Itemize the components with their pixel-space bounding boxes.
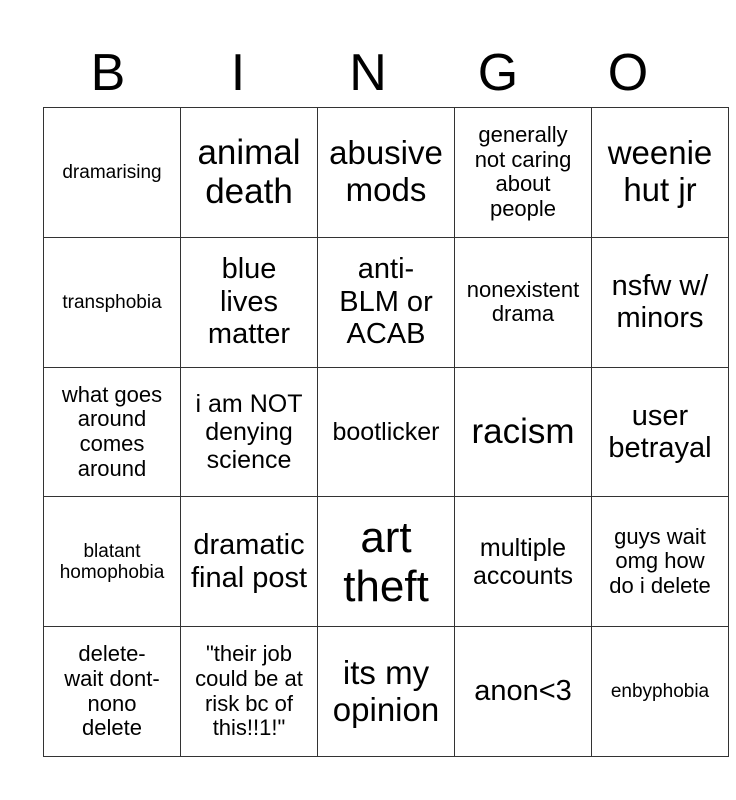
- cell-text: "their job could be at risk bc of this!!1!": [195, 641, 303, 741]
- bingo-row: [44, 627, 729, 757]
- bingo-cell[interactable]: [44, 367, 181, 497]
- cell-text: nonexistent drama: [466, 276, 580, 327]
- cell-text: art theft: [343, 512, 429, 611]
- cell-text: anon<3: [474, 675, 572, 708]
- bingo-cell[interactable]: [44, 627, 181, 757]
- header-letter-o: O: [607, 44, 649, 102]
- bingo-header: [43, 42, 693, 104]
- bingo-row: [44, 367, 729, 497]
- bingo-cell[interactable]: [318, 237, 455, 367]
- bingo-cell[interactable]: [318, 497, 455, 627]
- bingo-cell[interactable]: [318, 108, 455, 238]
- header-letter-n: N: [349, 44, 387, 102]
- bingo-cell[interactable]: [455, 108, 592, 238]
- cell-text: guys wait omg how do i delete: [609, 523, 711, 599]
- bingo-cell[interactable]: [455, 497, 592, 627]
- bingo-cell[interactable]: [592, 237, 729, 367]
- cell-text: user betrayal: [608, 399, 712, 464]
- cell-text: blatant homophobia: [59, 540, 165, 583]
- cell-text: dramatic final post: [190, 529, 308, 594]
- bingo-cell[interactable]: [455, 237, 592, 367]
- bingo-cell[interactable]: [181, 108, 318, 238]
- header-letter-g: G: [477, 44, 519, 102]
- cell-text: weenie hut jr: [607, 134, 713, 209]
- bingo-cell[interactable]: [181, 237, 318, 367]
- bingo-row: [44, 497, 729, 627]
- header-letter-i: I: [230, 44, 246, 102]
- bingo-grid: [43, 107, 729, 757]
- cell-text: bootlicker: [332, 417, 440, 446]
- cell-text: animal death: [197, 133, 301, 212]
- bingo-cell[interactable]: [318, 627, 455, 757]
- cell-text: blue lives matter: [207, 253, 291, 351]
- cell-text: its my opinion: [332, 653, 440, 728]
- bingo-cell[interactable]: [592, 497, 729, 627]
- header-letter-b: B: [90, 44, 126, 102]
- cell-text: transphobia: [62, 291, 162, 313]
- bingo-cell[interactable]: [44, 237, 181, 367]
- cell-text: what goes around comes around: [61, 381, 163, 481]
- bingo-cell[interactable]: [592, 367, 729, 497]
- bingo-cell[interactable]: [181, 627, 318, 757]
- bingo-cell[interactable]: [318, 367, 455, 497]
- bingo-cell[interactable]: [455, 367, 592, 497]
- cell-text: enbyphobia: [610, 680, 710, 702]
- cell-text: nsfw w/ minors: [611, 269, 709, 335]
- cell-text: delete-wait dont-nono delete: [64, 641, 160, 741]
- bingo-cell[interactable]: [592, 627, 729, 757]
- bingo-row: [44, 108, 729, 238]
- bingo-cell[interactable]: [181, 367, 318, 497]
- bingo-cell[interactable]: [181, 497, 318, 627]
- bingo-cell[interactable]: [44, 108, 181, 238]
- cell-text: anti-BLM or ACAB: [339, 253, 433, 351]
- cell-text: dramarising: [62, 161, 162, 183]
- bingo-cell[interactable]: [592, 108, 729, 238]
- cell-text: racism: [471, 412, 575, 452]
- cell-text: generally not caring about people: [474, 122, 572, 222]
- cell-text: multiple accounts: [472, 533, 574, 590]
- bingo-cell[interactable]: [455, 627, 592, 757]
- cell-text: i am NOT denying science: [195, 389, 303, 474]
- cell-text: abusive mods: [329, 134, 443, 209]
- bingo-row: [44, 237, 729, 367]
- bingo-cell[interactable]: [44, 497, 181, 627]
